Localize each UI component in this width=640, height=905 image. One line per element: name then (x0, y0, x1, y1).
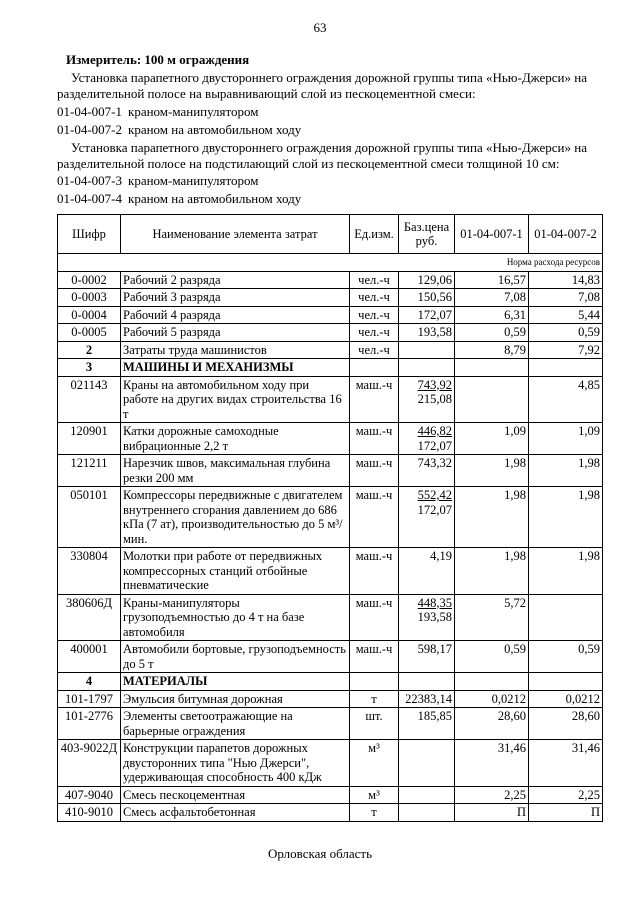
cell-unit: чел.-ч (350, 289, 399, 307)
item-text: краном на автомобильном ходу (128, 122, 302, 137)
cell-value-col1: 6,31 (455, 306, 529, 324)
table-row (58, 740, 603, 787)
table-row (58, 487, 603, 548)
cell-code: 0-0005 (58, 324, 121, 342)
item-code: 01-04-007-1 (57, 104, 122, 119)
cell-code: 407-9040 (58, 786, 121, 804)
item-text: краном-манипулятором (128, 173, 259, 188)
cell-price (399, 423, 455, 455)
cell-price (399, 548, 455, 595)
cell-name: Краны-манипуляторы грузоподъемностью до 4 т на базе автомобиля (121, 594, 350, 641)
price-value: 22383,14 (405, 691, 452, 706)
cell-unit: м³ (350, 740, 399, 787)
cell-value-col2: 28,60 (529, 708, 603, 740)
cell-unit: маш.-ч (350, 376, 399, 423)
cell-name: Катки дорожные самоходные вибрационные 2,2 т (121, 423, 350, 455)
cell-name: Смесь пескоцементная (121, 786, 350, 804)
cell-value-col1: 0,59 (455, 324, 529, 342)
header-unit: Ед.изм. (350, 215, 399, 254)
price-value: 185,85 (417, 709, 452, 723)
price-value: 193,58 (417, 325, 452, 339)
cell-price (399, 786, 455, 804)
cell-value-col2: 7,08 (529, 289, 603, 307)
price-value: 743,32 (417, 456, 452, 470)
cell-value-col2: 4,85 (529, 376, 603, 423)
cell-value-col1: 1,98 (455, 487, 529, 548)
cell-code: 050101 (58, 487, 121, 548)
cell-value-col2: 1,98 (529, 548, 603, 595)
price-value: 172,07 (417, 307, 452, 322)
description-1: Установка парапетного двустороннего ограждения дорожной группы типа «Нью-Джерси» на разделительной полосе на выравнивающий слой из пескоцементной смеси: (57, 70, 587, 101)
price-value: 448,35 (417, 595, 452, 610)
cell-value-col1: 0,0212 (455, 690, 529, 708)
table-row (58, 690, 603, 708)
cell-unit: чел.-ч (350, 306, 399, 324)
norm-row (58, 254, 603, 272)
cell-code: 101-2776 (58, 708, 121, 740)
cell-value-col1 (455, 673, 529, 691)
footer-region: Орловская область (267, 846, 373, 861)
cell-value-col1: 16,57 (455, 271, 529, 289)
cell-name: Затраты труда машинистов (121, 341, 350, 359)
item-text: краном на автомобильном ходу (128, 191, 302, 206)
item-line (57, 104, 259, 120)
price-value: 552,42 (417, 488, 452, 502)
cell-unit: маш.-ч (350, 548, 399, 595)
cell-name: Компрессоры передвижные с двигателем внутреннего сгорания давлением до 686 кПа (7 ат), производительностью до 5 м³/мин. (121, 487, 350, 548)
cell-value-col1: 7,08 (455, 289, 529, 307)
table-row (58, 708, 603, 740)
table-row (58, 455, 603, 487)
table-row (58, 423, 603, 455)
item-line (57, 122, 301, 138)
item-text: краном-манипулятором (128, 104, 259, 119)
cell-value-col1: 28,60 (455, 708, 529, 740)
price-value: 129,06 (417, 272, 452, 287)
cell-value-col2 (529, 359, 603, 377)
cell-name: Краны на автомобильном ходу при работе на других видах строительства 16 т (121, 376, 350, 423)
section-row (58, 359, 603, 377)
header-col1: 01-04-007-1 (455, 215, 529, 254)
cell-value-col1: 5,72 (455, 594, 529, 641)
header-code: Шифр (58, 215, 121, 254)
cell-code: 0-0003 (58, 289, 121, 307)
price-secondary-value: 215,08 (417, 392, 452, 406)
cell-code: 0-0002 (58, 271, 121, 289)
cell-value-col2: 1,98 (529, 455, 603, 487)
cell-value-col2: 0,59 (529, 641, 603, 673)
cell-value-col2: 7,92 (529, 341, 603, 359)
cell-price (399, 271, 455, 289)
table-row (58, 289, 603, 307)
table-row (58, 341, 603, 359)
cell-price (399, 641, 455, 673)
cell-unit: шт. (350, 708, 399, 740)
table-row (58, 641, 603, 673)
cell-name: Смесь асфальтобетонная (121, 804, 350, 822)
cell-code: 3 (58, 359, 121, 377)
price-value: 598,17 (417, 642, 452, 656)
cell-unit (350, 359, 399, 377)
cell-code: 403-9022Д (58, 740, 121, 787)
cell-name: МАТЕРИАЛЫ (121, 673, 350, 691)
cell-unit: чел.-ч (350, 341, 399, 359)
cell-name: Нарезчик швов, максимальная глубина резки 200 мм (121, 455, 350, 487)
table-row (58, 376, 603, 423)
table-row (58, 786, 603, 804)
cell-code: 400001 (58, 641, 121, 673)
cell-code: 2 (58, 341, 121, 359)
cell-name: Конструкции парапетов дорожных двусторонних типа "Нью Джерси", удерживающая способность 400 кДж (121, 740, 350, 787)
cell-value-col1 (455, 376, 529, 423)
cell-code: 0-0004 (58, 306, 121, 324)
cell-price (399, 487, 455, 548)
price-value: 446,82 (417, 424, 452, 438)
cell-unit (350, 673, 399, 691)
price-value: 4,19 (430, 549, 452, 563)
cell-code: 121211 (58, 455, 121, 487)
cell-value-col1: 1,98 (455, 455, 529, 487)
cell-price (399, 708, 455, 740)
cell-value-col1: 0,59 (455, 641, 529, 673)
cell-value-col2: 31,46 (529, 740, 603, 787)
page-number: 63 (313, 20, 327, 35)
cell-name: Рабочий 4 разряда (121, 306, 350, 324)
header-name: Наименование элемента затрат (121, 215, 350, 254)
cell-unit: маш.-ч (350, 455, 399, 487)
cell-code: 120901 (58, 423, 121, 455)
cell-unit: т (350, 690, 399, 708)
price-secondary-value: 193,58 (417, 610, 452, 624)
table-row (58, 594, 603, 641)
cell-code: 410-9010 (58, 804, 121, 822)
header-col2: 01-04-007-2 (529, 215, 603, 254)
table-row (58, 548, 603, 595)
cell-name: Рабочий 2 разряда (121, 271, 350, 289)
price-value: 150,56 (417, 290, 452, 304)
cell-unit: чел.-ч (350, 324, 399, 342)
item-line (57, 191, 301, 207)
table-row (58, 306, 603, 324)
cell-code: 021143 (58, 376, 121, 423)
cell-value-col2: 1,98 (529, 487, 603, 548)
cell-unit: маш.-ч (350, 423, 399, 455)
cell-unit: т (350, 804, 399, 822)
cell-price (399, 289, 455, 307)
cell-value-col2: 14,83 (529, 271, 603, 289)
cell-name: Автомобили бортовые, грузоподъемность до 5 т (121, 641, 350, 673)
cell-value-col1: 2,25 (455, 786, 529, 804)
cell-price (399, 690, 455, 708)
cell-value-col1: 8,79 (455, 341, 529, 359)
cell-price (399, 324, 455, 342)
table-row (58, 271, 603, 289)
description-2: Установка парапетного двустороннего ограждения дорожной группы типа «Нью-Джерси» на разделительной полосе на подстилающий слой из пескоцементной смеси толщиной 10 см: (57, 140, 587, 171)
cell-unit: маш.-ч (350, 641, 399, 673)
cell-value-col1: 1,09 (455, 423, 529, 455)
cell-price (399, 306, 455, 324)
cell-code: 4 (58, 673, 121, 691)
table-header-row (58, 215, 603, 254)
cell-price (399, 673, 455, 691)
cell-name: Эмульсия битумная дорожная (121, 690, 350, 708)
cell-code: 330804 (58, 548, 121, 595)
cell-price (399, 359, 455, 377)
item-code: 01-04-007-3 (57, 173, 122, 188)
cell-value-col2: П (529, 804, 603, 822)
measure-heading: Измеритель: 100 м ограждения (66, 52, 250, 67)
cell-name: Рабочий 3 разряда (121, 289, 350, 307)
cell-name: Молотки при работе от передвижных компрессорных станций отбойные пневматические (121, 548, 350, 595)
cell-value-col1: 1,98 (455, 548, 529, 595)
cell-value-col1: П (455, 804, 529, 822)
cell-name: Рабочий 5 разряда (121, 324, 350, 342)
cell-value-col2 (529, 594, 603, 641)
price-secondary-value: 172,07 (417, 502, 452, 517)
cell-value-col2: 0,59 (529, 324, 603, 342)
cell-price (399, 455, 455, 487)
table-row (58, 804, 603, 822)
cell-name: МАШИНЫ И МЕХАНИЗМЫ (121, 359, 350, 377)
item-line (57, 173, 259, 189)
cell-value-col2: 0,0212 (529, 690, 603, 708)
cell-unit: маш.-ч (350, 594, 399, 641)
price-secondary-value: 172,07 (417, 438, 452, 453)
cell-unit: м³ (350, 786, 399, 804)
item-code: 01-04-007-2 (57, 122, 122, 137)
cell-price (399, 341, 455, 359)
cell-price (399, 804, 455, 822)
cell-value-col1: 31,46 (455, 740, 529, 787)
cell-name: Элементы светоотражающие на барьерные ограждения (121, 708, 350, 740)
price-value: 743,92 (417, 377, 452, 392)
cell-value-col2 (529, 673, 603, 691)
table-row (58, 324, 603, 342)
cell-unit: маш.-ч (350, 487, 399, 548)
norm-label: Норма расхода ресурсов (58, 254, 603, 272)
cell-price (399, 740, 455, 787)
cell-value-col2: 5,44 (529, 306, 603, 324)
cell-code: 101-1797 (58, 690, 121, 708)
cell-code: 380606Д (58, 594, 121, 641)
cell-price (399, 376, 455, 423)
resource-table (57, 214, 603, 822)
cell-unit: чел.-ч (350, 271, 399, 289)
cell-value-col2: 1,09 (529, 423, 603, 455)
section-row (58, 673, 603, 691)
cell-price (399, 594, 455, 641)
cell-value-col2: 2,25 (529, 786, 603, 804)
cell-value-col1 (455, 359, 529, 377)
header-price: Баз.цена руб. (399, 215, 455, 254)
item-code: 01-04-007-4 (57, 191, 122, 206)
